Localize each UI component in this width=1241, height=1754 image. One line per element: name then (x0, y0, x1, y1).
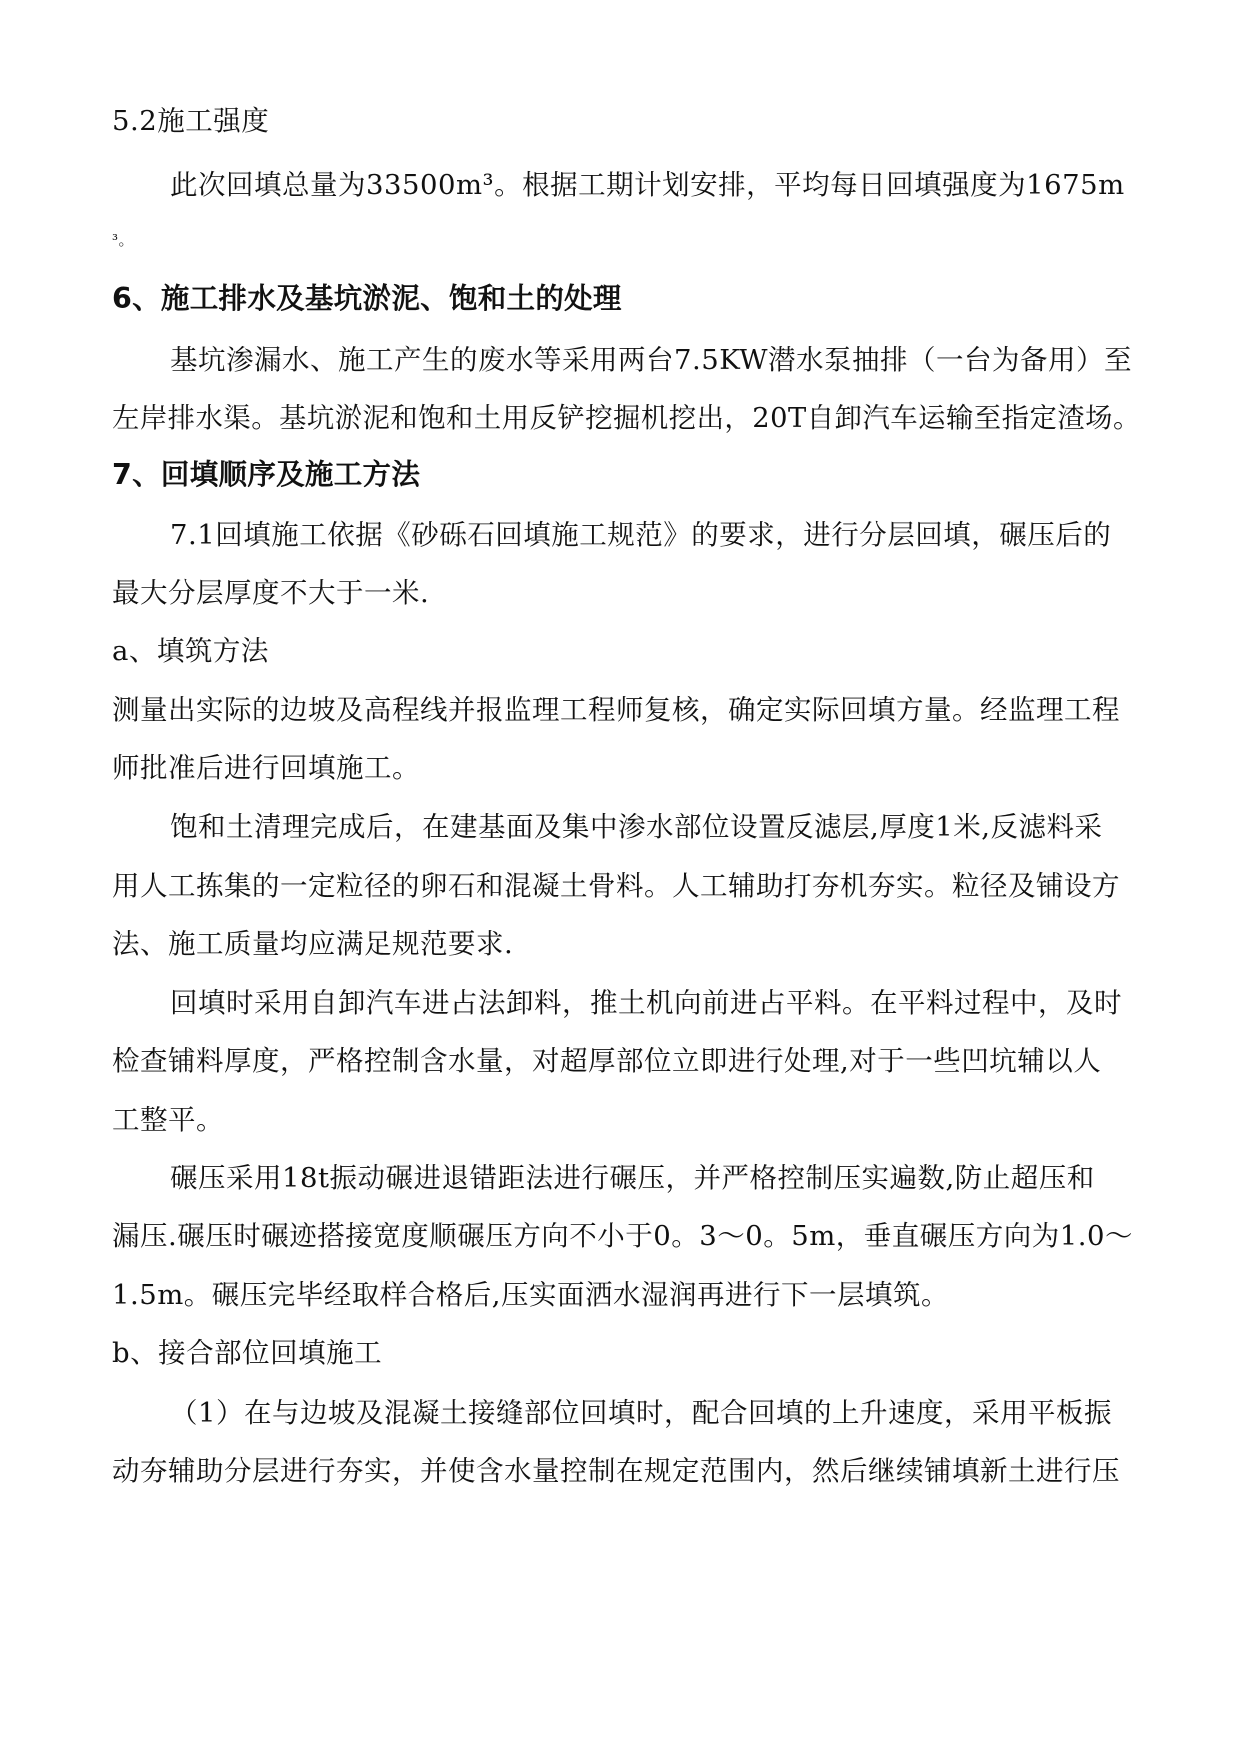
subsection-a-paragraph-line: 1.5m。碾压完毕经取样合格后,压实面洒水湿润再进行下一层填筑。 (112, 1279, 950, 1311)
subsection-a-paragraph-line: 饱和土清理完成后，在建基面及集中渗水部位设置反滤层,厚度1米,反滤料采 (170, 811, 1103, 843)
subsection-a-paragraph-line: 漏压.碾压时碾迹搭接宽度顺碾压方向不小于0。3～0。5m，垂直碾压方向为1.0～ (112, 1220, 1134, 1252)
subsection-b-heading: b、接合部位回填施工 (112, 1337, 383, 1369)
subsection-a-paragraph-line: 碾压采用18t振动碾进退错距法进行碾压，并严格控制压实遍数,防止超压和 (170, 1162, 1095, 1194)
section-6-paragraph-line: 左岸排水渠。基坑淤泥和饱和土用反铲挖掘机挖出，20T自卸汽车运输至指定渣场。 (112, 402, 1141, 434)
subsection-a-paragraph-line: 工整平。 (112, 1104, 224, 1136)
subsection-a-paragraph-line: 回填时采用自卸汽车进占法卸料，推土机向前进占平料。在平料过程中，及时 (170, 987, 1122, 1019)
section-6-paragraph-line: 基坑渗漏水、施工产生的废水等采用两台7.5KW潜水泵抽排（一台为备用）至 (170, 344, 1133, 376)
subsection-a-paragraph-line: 用人工拣集的一定粒径的卵石和混凝土骨料。人工辅助打夯机夯实。粒径及铺设方 (112, 870, 1120, 902)
section-7-1-paragraph-line: 最大分层厚度不大于一米. (112, 577, 430, 609)
section-7-heading: 7、回填顺序及施工方法 (112, 458, 421, 491)
section-7-1-paragraph-line: 7.1回填施工依据《砂砾石回填施工规范》的要求，进行分层回填，碾压后的 (170, 519, 1112, 551)
subsection-b-paragraph-line: （1）在与边坡及混凝土接缝部位回填时，配合回填的上升速度，采用平板振 (170, 1397, 1112, 1429)
section-5-2-paragraph-line: 此次回填总量为33500m³。根据工期计划安排，平均每日回填强度为1675m (170, 169, 1125, 201)
section-5-2-paragraph-line: ³。 (112, 231, 135, 249)
section-6-heading: 6、施工排水及基坑淤泥、饱和土的处理 (112, 282, 622, 315)
subsection-a-paragraph-line: 检查铺料厚度，严格控制含水量，对超厚部位立即进行处理,对于一些凹坑辅以人 (112, 1045, 1102, 1077)
subsection-a-heading: a、填筑方法 (112, 635, 269, 667)
subsection-a-paragraph-line: 师批准后进行回填施工。 (112, 752, 420, 784)
subsection-b-paragraph-line: 动夯辅助分层进行夯实，并使含水量控制在规定范围内，然后继续铺填新土进行压 (112, 1455, 1120, 1487)
subsection-a-paragraph-line: 法、施工质量均应满足规范要求. (112, 928, 514, 960)
subsection-a-paragraph-line: 测量出实际的边坡及高程线并报监理工程师复核，确定实际回填方量。经监理工程 (112, 694, 1120, 726)
section-5-2-heading: 5.2施工强度 (112, 105, 270, 137)
